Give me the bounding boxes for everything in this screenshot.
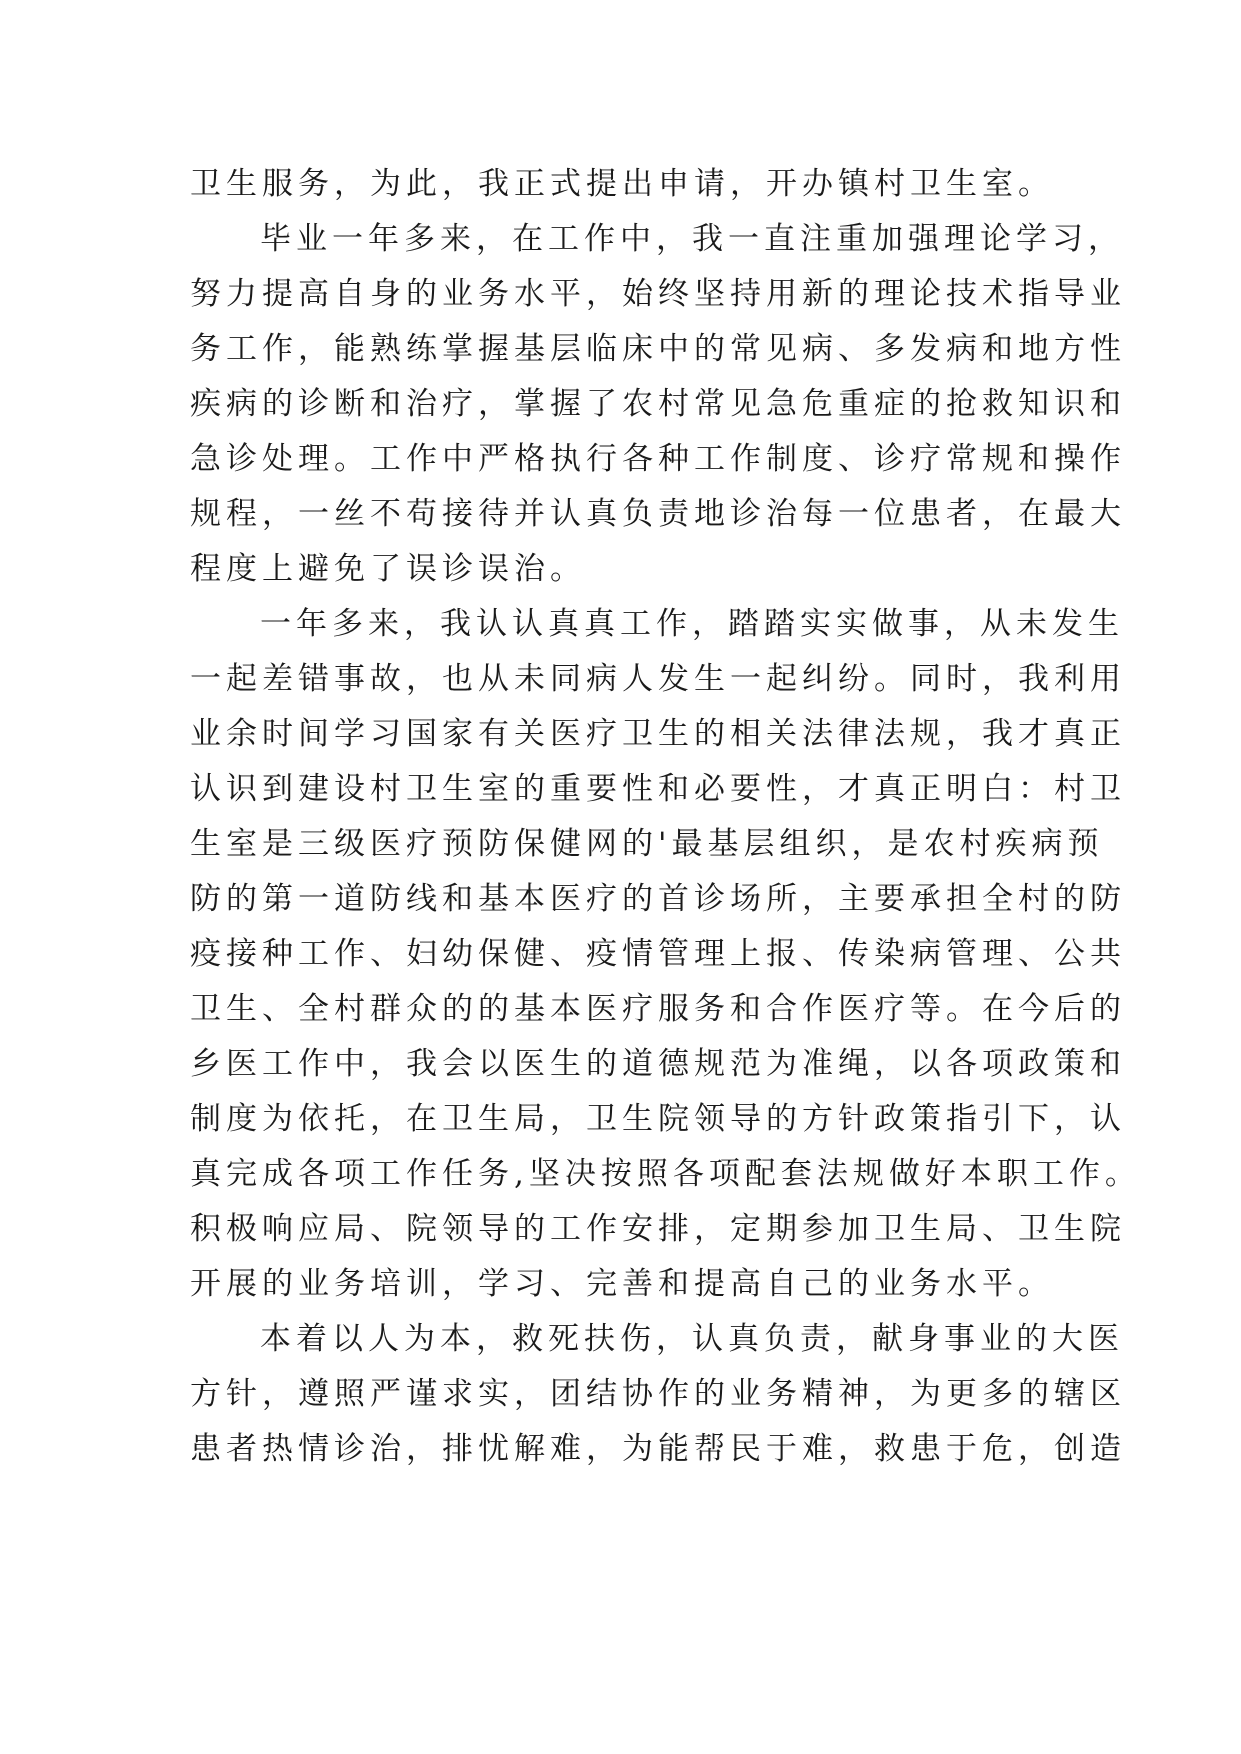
text-line: 务工作，能熟练掌握基层临床中的常见病、多发病和地方性 <box>190 331 1126 367</box>
text-line: 方针，遵照严谨求实，团结协作的业务精神，为更多的辖区 <box>190 1376 1126 1412</box>
paragraph <box>190 157 1054 212</box>
text-line: 制度为依托，在卫生局，卫生院领导的方针政策指引下，认 <box>190 1101 1126 1137</box>
text-line: 规程，一丝不苟接待并认真负责地诊治每一位患者，在最大 <box>190 496 1126 532</box>
paragraph <box>190 1312 1126 1477</box>
text-line: 卫生、全村群众的的基本医疗服务和合作医疗等。在今后的 <box>190 991 1126 1027</box>
paragraph <box>190 597 1141 1312</box>
text-line: 疾病的诊断和治疗，掌握了农村常见急危重症的抢救知识和 <box>190 386 1126 422</box>
text-line: 业余时间学习国家有关医疗卫生的相关法律法规，我才真正 <box>190 716 1126 752</box>
text-line: 疫接种工作、妇幼保健、疫情管理上报、传染病管理、公共 <box>190 936 1126 972</box>
text-line: 卫生服务，为此，我正式提出申请，开办镇村卫生室。 <box>190 166 1054 202</box>
text-line: 一起差错事故，也从未同病人发生一起纠纷。同时，我利用 <box>190 661 1126 697</box>
text-line: 积极响应局、院领导的工作安排，定期参加卫生局、卫生院 <box>190 1211 1126 1247</box>
text-line: 乡医工作中，我会以医生的道德规范为准绳，以各项政策和 <box>190 1046 1126 1082</box>
text-line: 患者热情诊治，排忧解难，为能帮民于难，救患于危，创造 <box>190 1431 1126 1467</box>
text-line: 急诊处理。工作中严格执行各种工作制度、诊疗常规和操作 <box>190 441 1126 477</box>
text-line: 程度上避免了误诊误治。 <box>190 551 586 587</box>
text-line: 防的第一道防线和基本医疗的首诊场所，主要承担全村的防 <box>190 881 1126 917</box>
text-line: 本着以人为本，救死扶伤，认真负责，献身事业的大医 <box>260 1321 1124 1357</box>
text-line: 开展的业务培训，学习、完善和提高自己的业务水平。 <box>190 1266 1054 1302</box>
text-line: 认识到建设村卫生室的重要性和必要性，才真正明白：村卫 <box>190 771 1126 807</box>
text-line: 真完成各项工作任务,坚决按照各项配套法规做好本职工作。 <box>190 1156 1141 1192</box>
text-line: 生室是三级医疗预防保健网的'最基层组织，是农村疾病预 <box>190 826 1104 862</box>
text-line: 一年多来，我认认真真工作，踏踏实实做事，从未发生 <box>260 606 1124 642</box>
paragraph <box>190 212 1126 597</box>
text-line: 毕业一年多来，在工作中，我一直注重加强理论学习， <box>260 221 1124 257</box>
text-line: 努力提高自身的业务水平，始终坚持用新的理论技术指导业 <box>190 276 1126 312</box>
document-body <box>190 157 1141 1477</box>
